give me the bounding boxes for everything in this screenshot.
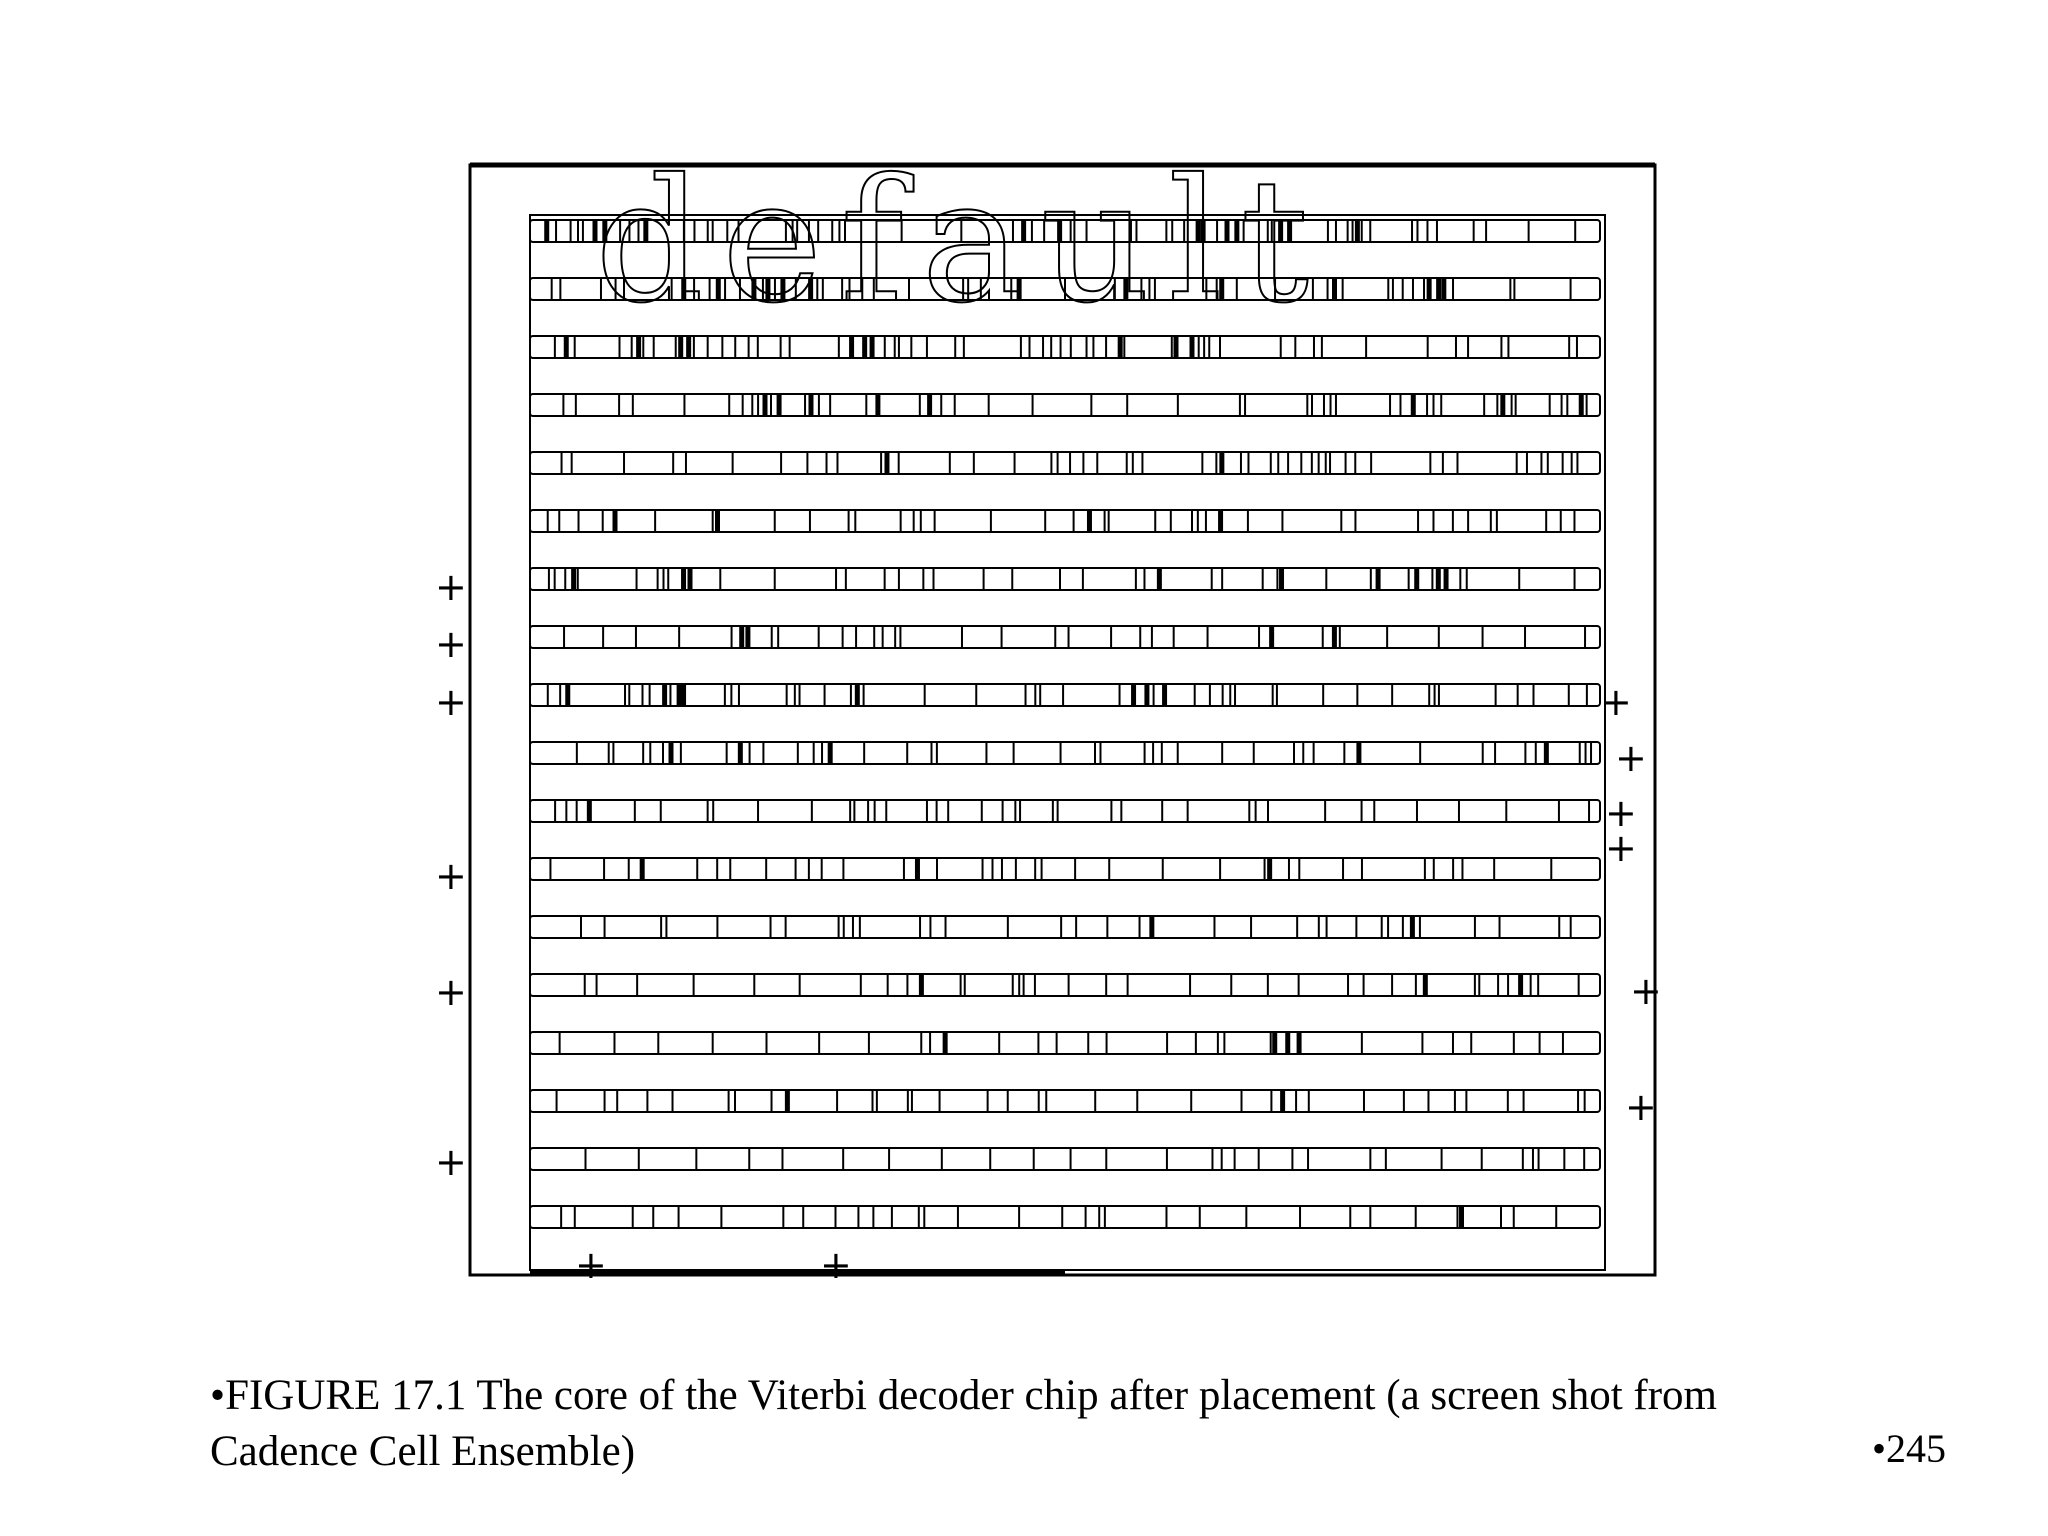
pin-marker: + (435, 622, 467, 666)
cell-row (530, 1148, 1600, 1170)
pin-marker: + (820, 1243, 852, 1287)
default-watermark: default (595, 143, 1327, 341)
pin-marker: + (435, 565, 467, 609)
pin-marker: + (1605, 826, 1637, 870)
io-pin-markers (435, 565, 1662, 1287)
cell-row (530, 1032, 1600, 1054)
pin-marker: + (435, 970, 467, 1014)
cell-row (530, 510, 1600, 532)
page-number: •245 (1872, 1426, 1947, 1471)
pin-marker: + (435, 854, 467, 898)
pin-marker: + (1600, 680, 1632, 724)
figure-caption (210, 1368, 1850, 1480)
cell-row (530, 742, 1600, 764)
pin-marker: + (435, 1140, 467, 1184)
pin-marker: + (1615, 736, 1647, 780)
pin-marker: + (1605, 791, 1637, 835)
cell-row (530, 1090, 1600, 1112)
cell-row (530, 452, 1600, 474)
caption-bullet: • (210, 1372, 226, 1419)
cell-row (530, 974, 1600, 996)
caption-text: FIGURE 17.1 The core of the Viterbi decoder chip after placement (a screen shot from Cadence Cell Ensemble) (210, 1372, 1717, 1475)
cell-row (530, 1206, 1600, 1228)
cell-row (530, 800, 1600, 822)
pin-marker: + (435, 680, 467, 724)
pin-marker: + (1630, 969, 1662, 1013)
cell-row (530, 394, 1600, 416)
cell-row (530, 916, 1600, 938)
standard-cell-rows (530, 220, 1600, 1228)
cell-row (530, 858, 1600, 880)
placement-layout-figure (435, 143, 1662, 1287)
pin-marker: + (575, 1243, 607, 1287)
placement-layout-canvas (435, 143, 1662, 1287)
pin-marker: + (1625, 1085, 1657, 1129)
